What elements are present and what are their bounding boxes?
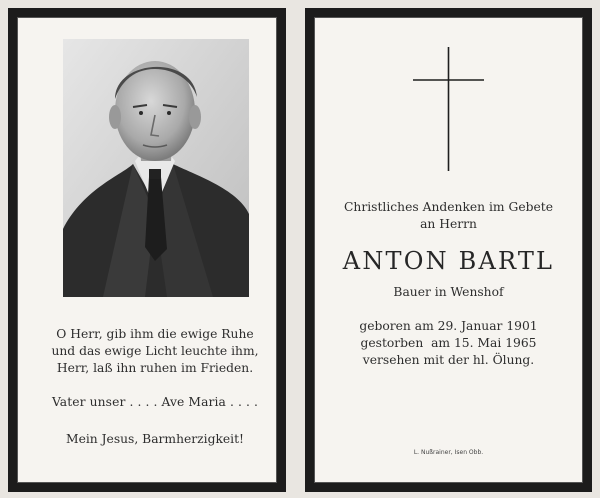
vater-unser-line: Vater unser . . . . Ave Maria . . . . <box>51 395 259 409</box>
portrait-photo <box>63 39 249 297</box>
andenken-line: Christliches Andenken im Gebete <box>344 200 553 214</box>
dates-text <box>314 318 583 369</box>
prayer-line: und das ewige Licht leuchte ihm, <box>51 344 259 358</box>
portrait-image <box>63 39 249 297</box>
deceased-name: ANTON BARTL <box>342 247 555 275</box>
prayer-text <box>35 326 275 377</box>
sacrament-line: versehen mit der hl. Ölung. <box>362 353 535 367</box>
occupation-line: Bauer in Wenshof <box>393 285 504 299</box>
prayer-line: O Herr, gib ihm die ewige Ruhe <box>56 327 254 341</box>
cross-icon <box>314 37 583 177</box>
right-card <box>305 8 592 492</box>
left-card <box>8 8 286 492</box>
death-line: gestorben am 15. Mai 1965 <box>360 336 537 350</box>
printer-imprint: L. Nußrainer, Isen Obb. <box>413 449 484 456</box>
andenken-line: an Herrn <box>420 217 477 231</box>
prayer-line: Herr, laß ihn ruhen im Frieden. <box>56 361 254 375</box>
jesus-line: Mein Jesus, Barmherzigkeit! <box>65 432 244 446</box>
birth-line: geboren am 29. Januar 1901 <box>359 319 538 333</box>
andenken-text <box>314 199 583 233</box>
